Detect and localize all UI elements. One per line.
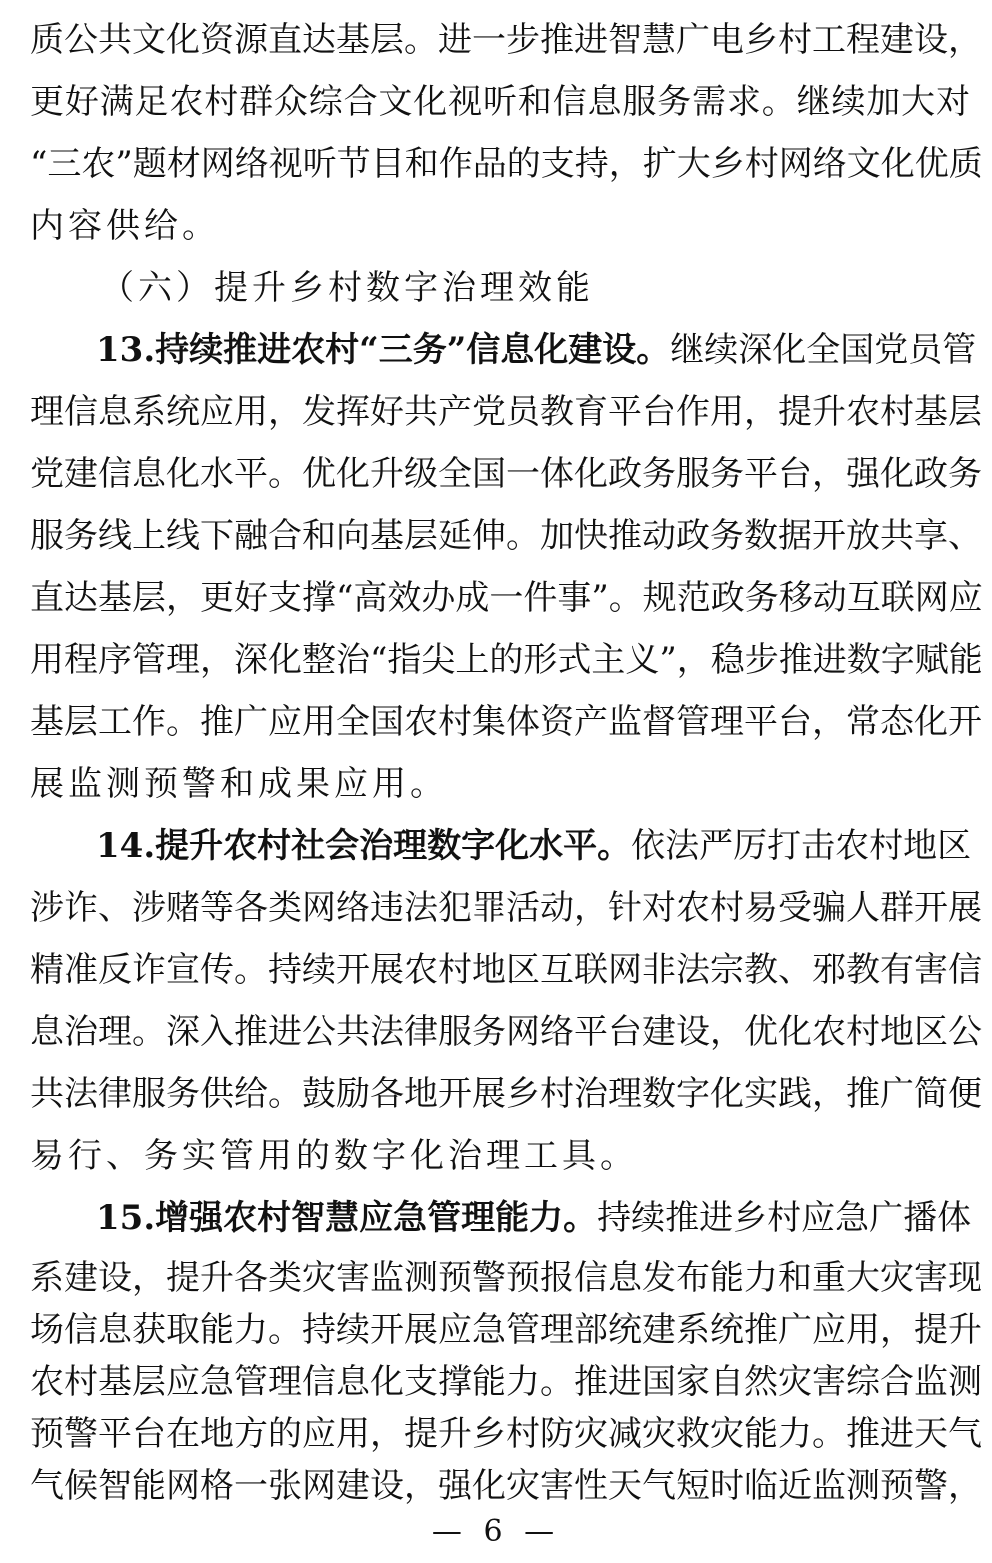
- item-14-line-2: 精准反诈宣传。持续开展农村地区互联网非法宗教、邪教有害信: [30, 950, 982, 990]
- page-number: — 6 —: [431, 1514, 561, 1549]
- item-13-first-line-text: 继续深化全国党员管: [670, 330, 977, 370]
- item-14-first-line-text: 依法严厉打击农村地区: [631, 826, 972, 866]
- item-13-title: 持续推进农村“三务”信息化建设。: [155, 330, 671, 370]
- item-14-line-1: 涉诈、涉赌等各类网络违法犯罪活动，针对农村易受骗人群开展: [30, 888, 982, 928]
- item-14-title: 提升农村社会治理数字化水平。: [155, 826, 632, 866]
- item-13-line-1: 理信息系统应用，发挥好共产党员教育平台作用，提升农村基层: [30, 392, 982, 432]
- item-15-line-5: 气候智能网格一张网建设，强化灾害性天气短时临近监测预警，: [30, 1466, 982, 1506]
- intro-line-2: 更好满足农村群众综合文化视听和信息服务需求。继续加大对: [30, 82, 970, 122]
- item-15-line-1: 系建设，提升各类灾害监测预警预报信息发布能力和重大灾害现: [30, 1258, 982, 1298]
- item-15-line-4: 预警平台在地方的应用，提升乡村防灾减灾救灾能力。推进天气: [30, 1414, 982, 1454]
- item-13-first-line: [96, 320, 977, 380]
- item-15-number: 15.: [96, 1198, 156, 1238]
- item-13-line-3: 服务线上线下融合和向基层延伸。加快推动政务数据开放共享、: [30, 516, 982, 556]
- item-14-line-4: 共法律服务供给。鼓励各地开展乡村治理数字化实践，推广简便: [30, 1074, 982, 1114]
- intro-line-4: 内容供给。: [30, 206, 220, 246]
- item-13-line-4: 直达基层，更好支撑“高效办成一件事”。规范政务移动互联网应: [30, 578, 983, 618]
- item-15-title: 增强农村智慧应急管理能力。: [155, 1198, 598, 1238]
- item-13-line-6: 基层工作。推广应用全国农村集体资产监督管理平台，常态化开: [30, 702, 982, 742]
- item-13-line-2: 党建信息化水平。优化升级全国一体化政务服务平台，强化政务: [30, 454, 982, 494]
- intro-line-1: 质公共文化资源直达基层。进一步推进智慧广电乡村工程建设，: [30, 20, 982, 60]
- item-14-line-3: 息治理。深入推进公共法律服务网络平台建设，优化农村地区公: [30, 1012, 982, 1052]
- item-13-number: 13.: [96, 330, 156, 370]
- item-14-line-5: 易行、务实管用的数字化治理工具。: [30, 1136, 638, 1176]
- intro-line-3: “三农”题材网络视听节目和作品的支持，扩大乡村网络文化优质: [30, 144, 983, 184]
- section-heading: （六）提升乡村数字治理效能: [100, 268, 594, 308]
- item-14-first-line: [96, 816, 970, 876]
- item-13-line-5: 用程序管理，深化整治“指尖上的形式主义”，稳步推进数字赋能: [30, 640, 983, 680]
- item-14-number: 14.: [96, 826, 156, 866]
- item-15-line-3: 农村基层应急管理信息化支撑能力。推进国家自然灾害综合监测: [30, 1362, 982, 1402]
- item-15-line-2: 场信息获取能力。持续开展应急管理部统建系统推广应用，提升: [30, 1310, 982, 1350]
- item-15-first-line: [96, 1188, 970, 1248]
- item-13-line-7: 展监测预警和成果应用。: [30, 764, 448, 804]
- item-15-first-line-text: 持续推进乡村应急广播体: [597, 1198, 972, 1238]
